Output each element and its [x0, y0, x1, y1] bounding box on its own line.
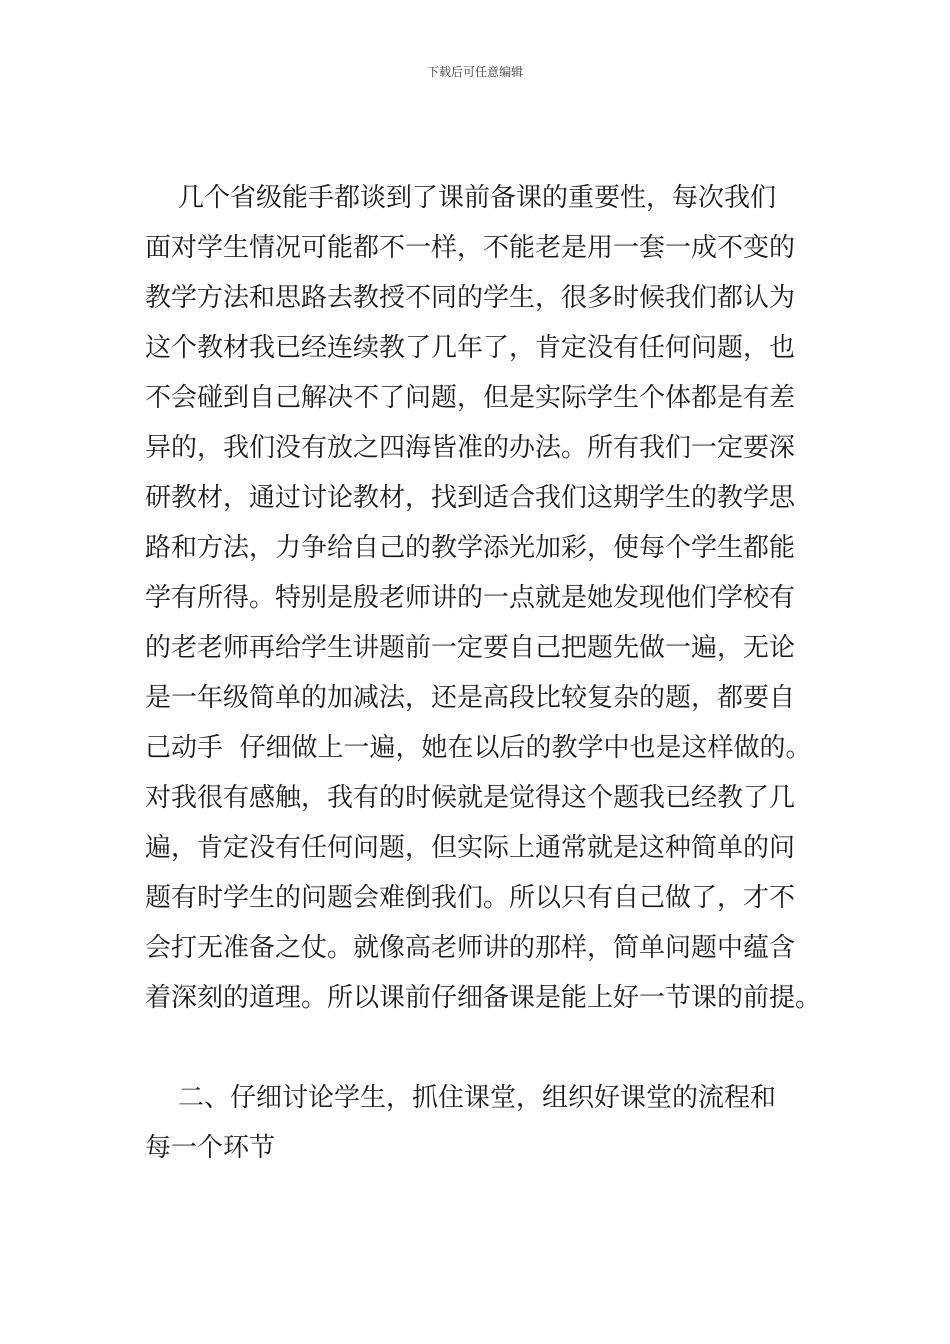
- paragraph-line: 面对学生情况可能都不一样，不能老是用一套一成不变的: [145, 233, 796, 263]
- paragraph-line: 着深刻的道理。所以课前仔细备课是能上好一节课的前提。: [145, 983, 822, 1013]
- page-header: 下载后可任意编辑: [426, 65, 523, 79]
- section-heading-line: 二、仔细讨论学生，抓住课堂，组织好课堂的流程和: [145, 1083, 777, 1113]
- paragraph-line: 己动手 仔细做上一遍，她在以后的教学中也是这样做的。: [145, 733, 812, 763]
- paragraph-line: 是一年级简单的加减法，还是高段比较复杂的题，都要自: [145, 683, 796, 713]
- paragraph-line: 遍，肯定没有任何问题，但实际上通常就是这种简单的问: [145, 833, 796, 863]
- paragraph-line: 会打无准备之仗。就像高老师讲的那样，简单问题中蕴含: [145, 933, 796, 963]
- section-heading-line: 每一个环节: [145, 1133, 276, 1163]
- paragraph-line: 研教材，通过讨论教材，找到适合我们这期学生的教学思: [145, 483, 796, 513]
- paragraph-line: 对我很有感触，我有的时候就是觉得这个题我已经教了几: [145, 783, 796, 813]
- paragraph-line: 这个教材我已经连续教了几年了，肯定没有任何问题，也: [145, 333, 796, 363]
- paragraph-line: 异的，我们没有放之四海皆准的办法。所有我们一定要深: [145, 433, 796, 463]
- paragraph-line: 教学方法和思路去教授不同的学生，很多时候我们都认为: [145, 283, 796, 313]
- paragraph-line: 学有所得。特别是殷老师讲的一点就是她发现他们学校有: [145, 583, 796, 613]
- paragraph-line: 题有时学生的问题会难倒我们。所以只有自己做了，才不: [145, 883, 796, 913]
- paragraph-line: 几个省级能手都谈到了课前备课的重要性，每次我们: [145, 183, 777, 213]
- paragraph-line: 不会碰到自己解决不了问题，但是实际学生个体都是有差: [145, 383, 796, 413]
- paragraph-line: 路和方法，力争给自己的教学添光加彩，使每个学生都能: [145, 533, 796, 563]
- paragraph-line: 的老老师再给学生讲题前一定要自己把题先做一遍，无论: [145, 633, 796, 663]
